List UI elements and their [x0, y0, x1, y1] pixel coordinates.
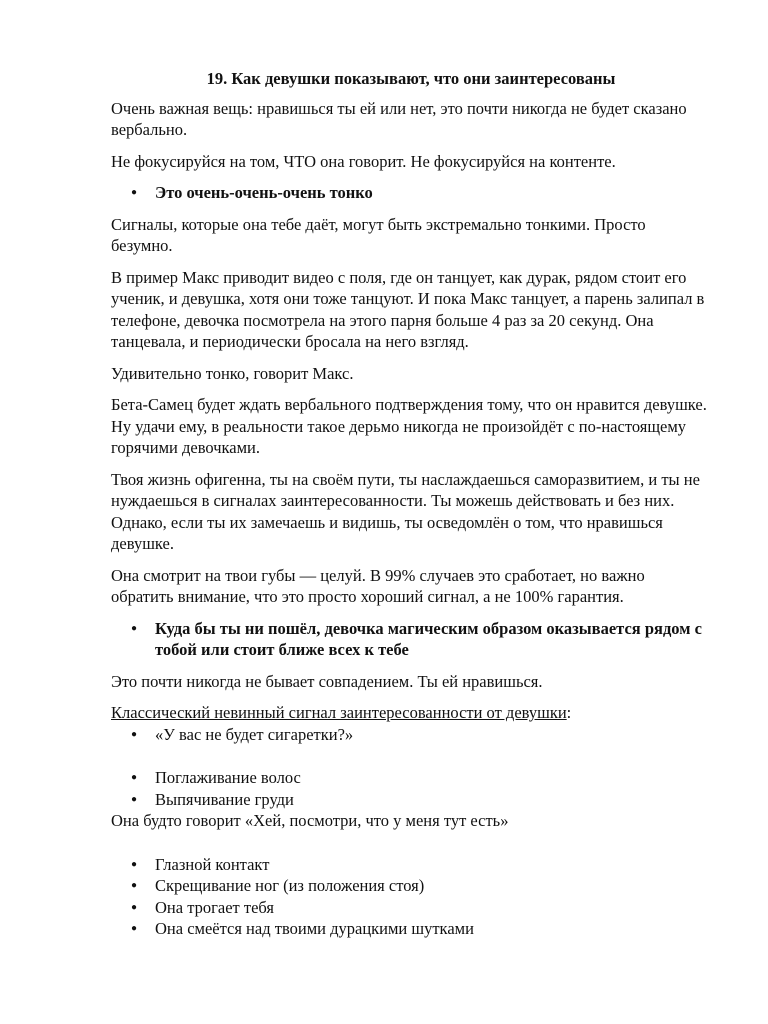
classic-signal-heading: [111, 702, 711, 724]
bullet-subtle: ● Это очень-очень-очень тонко: [111, 182, 711, 204]
signal-list-1: [111, 724, 711, 811]
paragraph-surprisingly: Удивительно тонко, говорит Макс.: [111, 363, 354, 383]
paragraph-signals: Сигналы, которые она тебе даёт, могут быть экстремально тонкими. Просто безумно.: [111, 214, 646, 255]
paragraph-verbal: Очень важная вещь: нравишься ты ей или нет, это почти никогда не будет сказано вербально.: [111, 98, 687, 139]
bullet-wherever: ● Куда бы ты ни пошёл, девочка магическим образом оказывается рядом с тобой или стоит ближе всех к тебе: [111, 618, 711, 661]
document-page: [111, 68, 711, 950]
paragraph-look: Она будто говорит «Хей, посмотри, что у меня тут есть»: [111, 811, 509, 830]
paragraph-focus: Не фокусируйся на том, ЧТО она говорит. Не фокусируйся на контенте.: [111, 151, 616, 171]
bullet-list-subtle: [111, 182, 711, 204]
classic-signal-heading-text: Классический невинный сигнал заинтересованности от девушки: [111, 703, 567, 722]
list-item: ● Выпячивание груди: [111, 789, 711, 811]
list-item: ● «У вас не будет сигаретки?»: [111, 724, 711, 746]
classic-signal-colon: :: [566, 703, 572, 722]
paragraph-lips: Она смотрит на твои губы — целуй. В 99% случаев это сработает, но важно обратить внимание, что это просто хороший сигнал, а не 100% гарантия.: [111, 565, 645, 606]
paragraph-beta: Бета-Самец будет ждать вербального подтверждения тому, что он нравится девушке. Ну удачи ему, в реальности такое дерьмо никогда не произойдёт с по-настоящему горячими девочками.: [111, 395, 707, 457]
paragraph-coincidence: Это почти никогда не бывает совпадением. Ты ей нравишься.: [111, 671, 543, 691]
list-item: ● Глазной контакт: [111, 854, 711, 876]
bullet-list-wherever: [111, 618, 711, 661]
page-title: 19. Как девушки показывают, что они заинтересованы: [206, 69, 616, 88]
list-item: ● Поглаживание волос: [111, 767, 711, 789]
paragraph-life: Твоя жизнь офигенна, ты на своём пути, ты наслаждаешься саморазвитием, и ты не нуждаешься в сигналах заинтересованности. Ты можешь действовать и без них. Однако, если ты их замечаешь и видишь, ты осведомлён о том, что нравишься девушке.: [111, 469, 700, 553]
paragraph-example: В пример Макс приводит видео с поля, где он танцует, как дурак, рядом стоит его ученик, и девушка, хотя они тоже танцуют. И пока Макс танцует, а парень залипал в телефоне, девочка посмотрела на этого парня больше 4 раз за 20 секунд. Она танцевала, и периодически бросала на него взгляд.: [111, 267, 705, 351]
signal-list-2: [111, 854, 711, 940]
list-item: ● Она смеётся над твоими дурацкими шутками: [111, 918, 711, 940]
list-item: ● Она трогает тебя: [111, 897, 711, 919]
list-item: ● Скрещивание ног (из положения стоя): [111, 875, 711, 897]
